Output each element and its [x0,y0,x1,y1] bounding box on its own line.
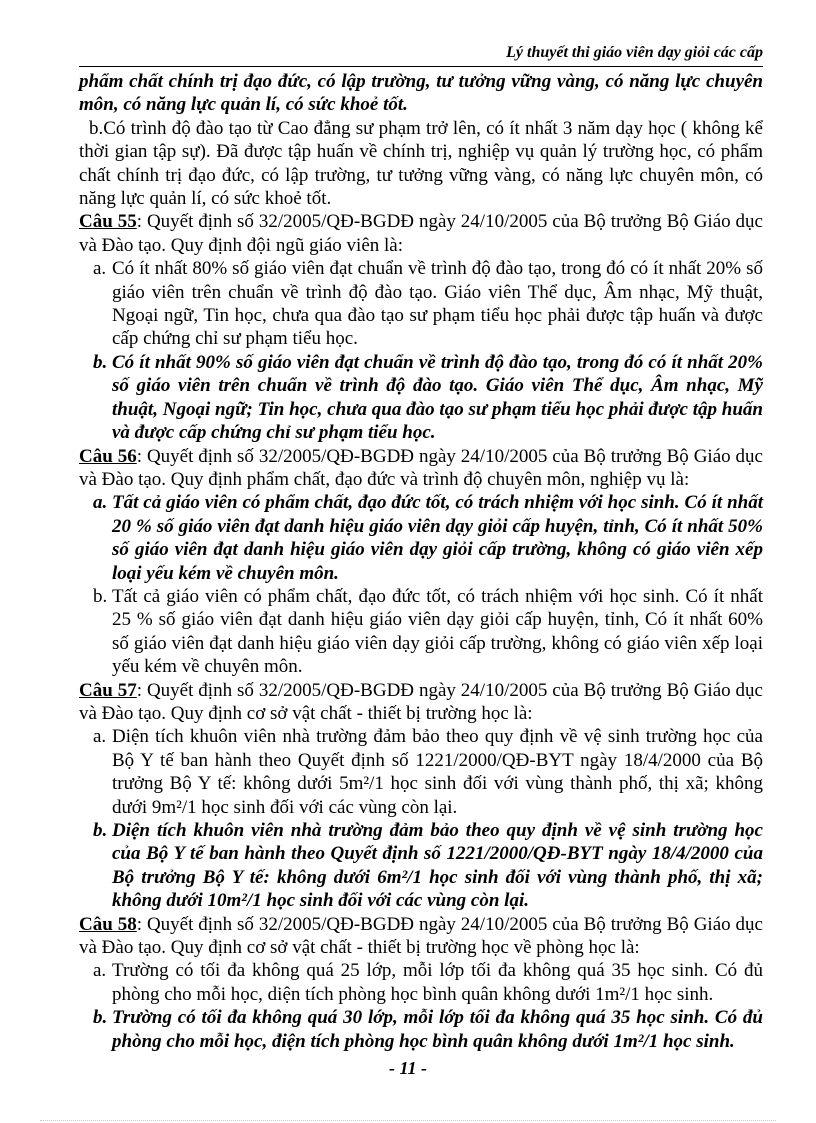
answer-option-a [79,959,763,1006]
page-number: - 11 - [389,1058,427,1078]
option-marker: b. [93,820,108,841]
answer-option-b-correct [79,1006,763,1053]
option-text: Diện tích khuôn viên nhà trường đảm bảo theo quy định về vệ sinh trường học của Bộ Y tế ban hành theo Quyết định số 1221/2000/QĐ-BYT ngày 18/4/2000 của Bộ trưởng Bộ Y tế: không dưới 5m²/1 học sinh đối với vùng thành phố, thị xã; không dưới 9m²/1 học sinh đối với các vùng còn lại. [112,726,763,818]
question-label: Câu 58 [79,913,137,935]
answer-option-b [79,585,763,679]
option-marker: a. [93,492,108,514]
option-text: Tất cả giáo viên có phẩm chất, đạo đức tốt, có trách nhiệm với học sinh. Có ít nhất 20 % số giáo viên đạt danh hiệu giáo viên dạy giỏi cấp huyện, tỉnh, Có ít nhất 50% số giáo viên đạt danh hiệu giáo viên dạy giỏi cấp trường, không có giáo viên xếp loại yếu kém về chuyên môn. [112,492,763,584]
question-label: Câu 56 [79,445,137,467]
option-text: Trường có tối đa không quá 25 lớp, mỗi lớp tối đa không quá 35 học sinh. Có đủ phòng cho mỗi học, diện tích phòng học bình quân không dưới 1m²/1 học sinh. [112,960,763,1005]
answer-options [79,725,763,912]
answer-option-b-correct [79,351,763,445]
answer-options [79,959,763,1053]
question-stem [79,679,763,726]
question-56 [79,445,763,679]
question-58 [79,913,763,1053]
page-bottom-rule [40,1120,776,1121]
answer-options [79,491,763,678]
question-text: : Quyết định số 32/2005/QĐ-BGDĐ ngày 24/10/2005 của Bộ trưởng Bộ Giáo dục và Đào tạo. Quy định đội ngũ giáo viên là: [79,211,763,256]
option-marker: a. [93,960,107,982]
continuation-paragraph: phẩm chất chính trị đạo đức, có lập trường, tư tưởng vững vàng, có năng lực chuyên môn, có năng lực quản lí, có sức khoẻ tốt. [79,71,763,116]
intro-option-b: b.Có trình độ đào tạo từ Cao đẳng sư phạm trở lên, có ít nhất 3 năm dạy học ( không kể thời gian tập sự). Đã được tập huấn về chính trị, nghiệp vụ quản lý trường học, có phẩm chất chính trị đạo đức, có lập trường, tư tưởng vững vàng, có năng lực chuyên môn, có năng lực quản lí, có sức khoẻ tốt. [79,117,763,210]
question-text: : Quyết định số 32/2005/QĐ-BGDĐ ngày 24/10/2005 của Bộ trưởng Bộ Giáo dục và Đào tạo. Quy định phẩm chất, đạo đức và trình độ chuyên môn, nghiệp vụ là: [79,445,763,490]
question-stem [79,210,763,257]
question-label: Câu 57 [79,679,137,701]
question-55 [79,210,763,444]
option-text: Có ít nhất 80% số giáo viên đạt chuẩn về trình độ đào tạo, trong đó có ít nhất 20% số giáo viên trên chuẩn về trình độ đào tạo. Giáo viên Thể dục, Âm nhạc, Mỹ thuật, Ngoại ngữ, Tin học, chưa qua đào tạo sư phạm tiểu học phải được tập huấn và được cấp chứng chỉ sư phạm tiểu học. [112,258,763,350]
option-marker: b. [93,585,108,607]
answer-option-a [79,257,763,351]
question-label: Câu 55 [79,211,137,233]
question-57 [79,679,763,913]
option-marker: a. [93,726,107,748]
option-text: Có ít nhất 90% số giáo viên đạt chuẩn về trình độ đào tạo, trong đó có ít nhất 20% số giáo viên trên chuẩn về trình độ đào tạo. Giáo viên Thể dục, Âm nhạc, Mỹ thuật, Ngoại ngữ; Tin học, chưa qua đào tạo sư phạm tiểu học phải được tập huấn và được cấp chứng chỉ sư phạm tiểu học. [112,351,763,444]
option-text: Diện tích khuôn viên nhà trường đảm bảo theo quy định về vệ sinh trường học của Bộ Y tế ban hành theo Quyết định số 1221/2000/QĐ-BYT ngày 18/4/2000 của Bộ trưởng Bộ Y tế: không dưới 6m²/1 học sinh đối với vùng thành phố, thị xã; không dưới 10m²/1 học sinh đối với các vùng còn lại. [112,820,763,912]
option-text: Trường có tối đa không quá 30 lớp, mỗi lớp tối đa không quá 35 học sinh. Có đủ phòng cho mỗi học, điện tích phòng học bình quân không dưới 1m²/1 học sinh. [112,1007,763,1052]
running-header: Lý thuyết thi giáo viên dạy giỏi các cấp [506,44,763,61]
answer-option-b-correct [79,819,763,913]
question-stem [79,913,763,960]
option-marker: b. [93,351,108,373]
answer-option-a-correct [79,491,763,585]
header-rule [79,66,763,67]
page-content [79,70,763,1053]
answer-option-a [79,725,763,819]
option-marker: a. [93,258,107,280]
question-text: : Quyết định số 32/2005/QĐ-BGDĐ ngày 24/10/2005 của Bộ trưởng Bộ Giáo dục và Đào tạo. Quy định cơ sở vật chất - thiết bị trường học là: [79,679,763,724]
question-stem [79,445,763,492]
option-text: Tất cả giáo viên có phẩm chất, đạo đức tốt, có trách nhiệm với học sinh. Có ít nhất 25 % số giáo viên đạt danh hiệu giáo viên dạy giỏi cấp huyện, tỉnh, Có ít nhất 60% số giáo viên đạt danh hiệu giáo viên dạy giỏi cấp trường, không có giáo viên xếp loại yếu kém về chuyên môn. [112,585,763,678]
answer-options [79,257,763,444]
option-marker: b. [93,1007,108,1029]
question-text: : Quyết định số 32/2005/QĐ-BGDĐ ngày 24/10/2005 của Bộ trưởng Bộ Giáo dục và Đào tạo. Quy định cơ sở vật chất - thiết bị trường học về phòng học là: [79,913,763,959]
